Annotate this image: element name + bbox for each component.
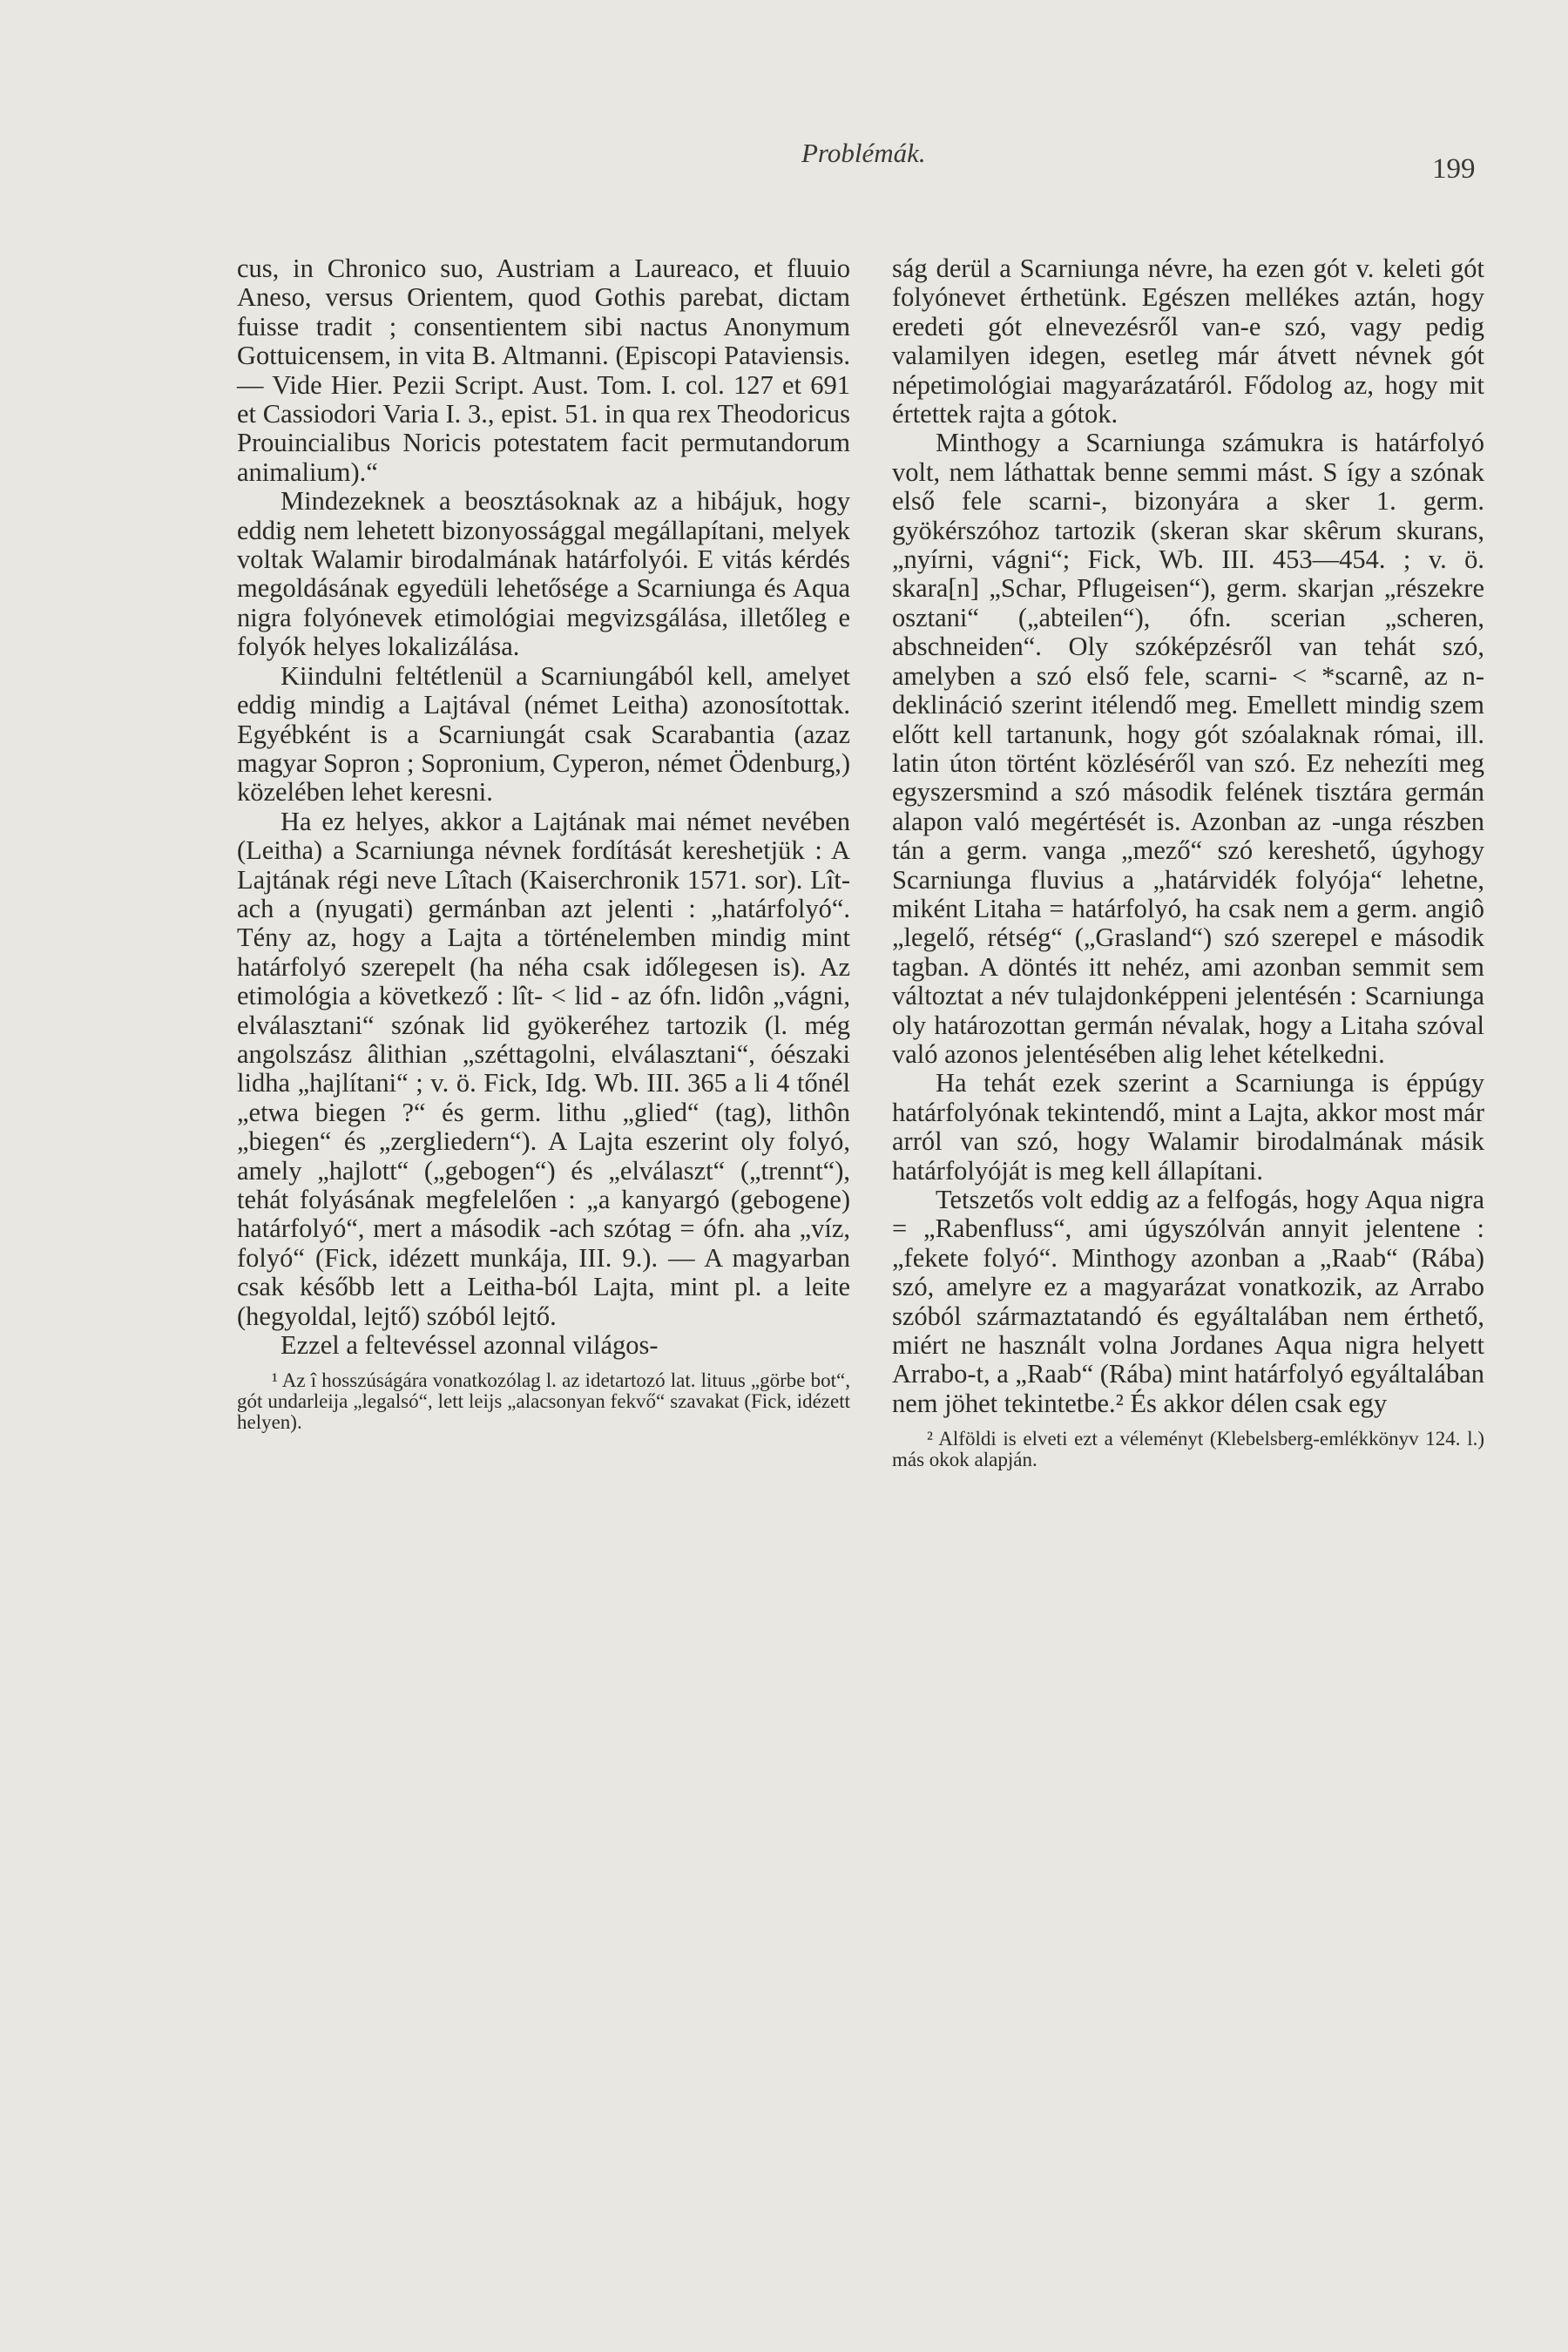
right-paragraph-3: Ha tehát ezek szerint a Scarniunga is éppúgy határfolyónak tekintendő, mint a Lajta, akkor most már arról van szó, hogy Walamir birodalmának másik határfolyóját is meg kell állapítani. <box>892 1068 1484 1186</box>
left-footnote-text: ¹ Az î hosszúságára vonatkozólag l. az idetartozó lat. lituus „görbe bot“, gót undarleija „legalsó“, lett leijs „alacsonyan fekvő“ szavakat (Fick, idézett helyen). <box>237 1369 850 1434</box>
left-paragraph-4: Ha ez helyes, akkor a Lajtának mai német nevében (Leitha) a Scarniunga névnek fordítását kereshetjük : A Lajtának régi neve Lîtach (Kaiserchronik 1571. sor). Lît-ach a (nyugati) germánban azt jelenti : „határfolyó“. Tény az, hogy a Lajta a történelemben mindig mint határfolyó szerepelt (ha néha csak időlegesen is). Az etimológia a következő : lît- < lid - az ófn. lidôn „vágni, elválasztani“ szónak lid gyökeréhez tartozik (l. még angolszász âlithian „széttagolni, elválasztani“, óészaki lidha „hajlítani“ ; v. ö. Fick, Idg. Wb. III. 365 a li 4 tőnél „etwa biegen ?“ és germ. lithu „glied“ (tag), lithôn „biegen“ és „zergliedern“). A Lajta eszerint oly folyó, amely „hajlott“ („gebogen“) és „elválaszt“ („trennt“), tehát folyásának megfelelően : „a kanyargó (gebogene) határfolyó“, mert a második -ach szótag = ófn. aha „víz, folyó“ (Fick, idézett munkája, III. 9.). — A magyarban csak később lett a Leitha-ból Lajta, mint pl. a leite (hegyoldal, lejtő) szóból lejtő. <box>237 806 850 1331</box>
right-column <box>892 254 1484 1470</box>
page-number: 199 <box>1432 153 1476 185</box>
right-footnote-text: ² Alföldi is elveti ezt a véleményt (Klebelsberg-emlékkönyv 124. l.) más okok alapján. <box>892 1428 1484 1471</box>
left-column <box>237 254 850 1433</box>
left-paragraph-5: Ezzel a feltevéssel azonnal világos- <box>280 1330 659 1361</box>
left-paragraph-1: cus, in Chronico suo, Austriam a Laureaco, et fluuio Aneso, versus Orientem, quod Gothis parebat, dictam fuisse tradit ; consentientem sibi nactus Anonymum Gottuicensem, in vita B. Altmanni. (Episcopi Pataviensis. — Vide Hier. Pezii Script. Aust. Tom. I. col. 127 et 691 et Cassiodori Varia I. 3., epist. 51. in qua rex Theodoricus Prouincialibus Noricis potestatem facit permutandorum animalium).“ <box>237 253 850 487</box>
left-paragraph-3: Kiindulni feltétlenül a Scarniungából kell, amelyet eddig mindig a Lajtával (német Leitha) azonosítottak. Egyébként is a Scarniungát csak Scarabantia (azaz magyar Sopron ; Sopronium, Cyperon, német Ödenburg,) közelében lehet keresni. <box>237 660 850 808</box>
left-paragraph-2: Mindezeknek a beosztásoknak az a hibájuk, hogy eddig nem lehetett bizonyossággal megállapítani, melyek voltak Walamir birodalmának határfolyói. E vitás kérdés megoldásának egyedüli lehetősége a Scarniunga és Aqua nigra folyónevek etimológiai megvizsgálása, illetőleg e folyók helyes lokalizálása. <box>237 486 850 662</box>
right-paragraph-1: ság derül a Scarniunga névre, ha ezen gót v. keleti gót folyónevet érthetünk. Egészen mellékes aztán, hogy eredeti gót elnevezésről van-e szó, vagy pedig valamilyen idegen, esetleg már átvett névnek gót népetimológiai magyarázatáról. Fődolog az, hogy mit értettek rajta a gótok. <box>892 253 1484 429</box>
running-title: Problémák. <box>801 138 926 168</box>
left-footnote <box>237 1370 850 1433</box>
right-footnote <box>892 1429 1484 1470</box>
right-paragraph-2: Minthogy a Scarniunga számukra is határfolyó volt, nem láthattak benne semmi mást. S így a szónak első fele scarni-, bizonyára a sker 1. germ. gyökérszóhoz tartozik (skeran skar skêrum skurans, „nyírni, vágni“; Fick, Wb. III. 453—454. ; v. ö. skara[n] „Schar, Pflugeisen“), germ. skarjan „részekre osztani“ („abteilen“), ófn. scerian „scheren, abschneiden“. Oly szóképzésről van tehát szó, amelyben a szó első fele, scarni- < *scarnê, az n-deklináció szerint itélendő meg. Emellett mindig szem előtt kell tartanunk, hogy gót szóalaknak római, ill. latin úton történt közléséről van szó. Ez nehezíti meg egyszersmind a szó második felének tisztára germán alapon való megértését is. Azonban az -unga részben tán a germ. vanga „mező“ szó kereshető, úgyhogy Scarniunga fluvius a „határvidék folyója“ lehetne, miként Litaha = határfolyó, ha csak nem a germ. angiô „legelő, rétség“ („Grasland“) szó szerepel e második tagban. A döntés itt nehéz, ami azonban semmit sem változtat a név tulajdonképpeni jelentésén : Scarniunga oly határozottan germán névalak, hogy a Litaha szóval való azonos jelentésében alig lehet kételkedni. <box>892 428 1484 1069</box>
right-paragraph-4: Tetszetős volt eddig az a felfogás, hogy Aqua nigra = „Rabenfluss“, ami úgyszólván annyit jelentene : „fekete folyó“. Minthogy azonban a „Raab“ (Rába) szó, amelyre ez a magyarázat vonatkozik, az Arrabo szóból származtatandó és egyáltalában nem érthető, miért ne használt volna Jordanes Aqua nigra helyett Arrabo-t, a „Raab“ (Rába) mint határfolyó egyáltalában nem jöhet tekintetbe.² És akkor délen csak egy <box>892 1185 1485 1418</box>
